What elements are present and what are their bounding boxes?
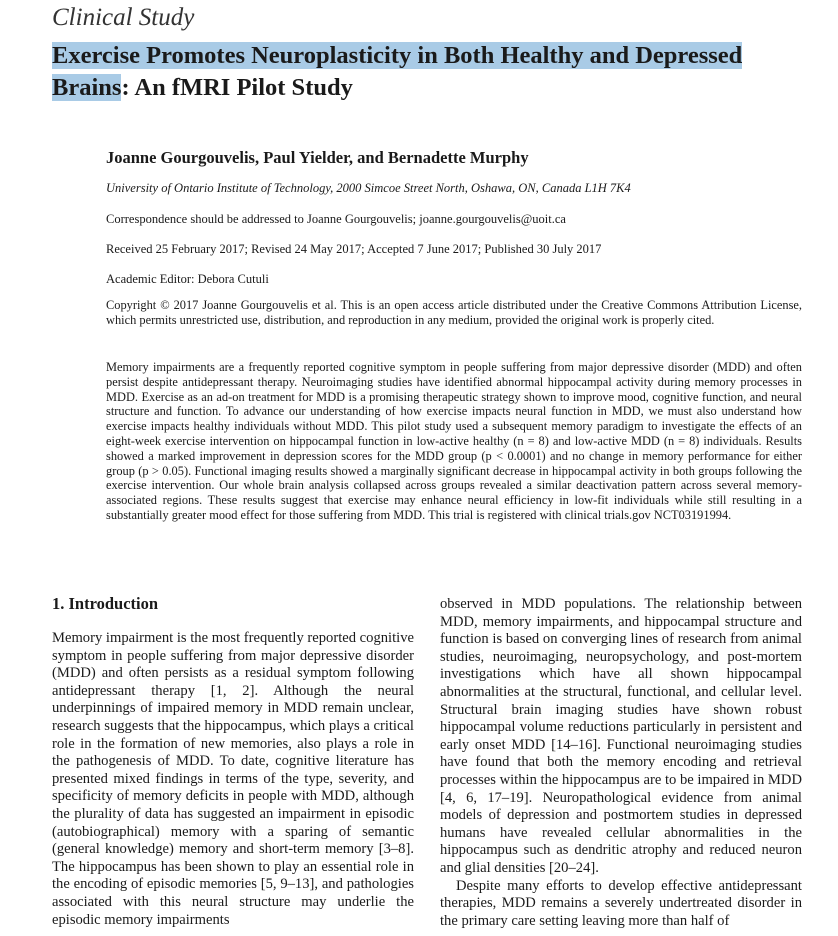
article-type-label: Clinical Study <box>52 4 195 31</box>
academic-editor-line: Academic Editor: Debora Cutuli <box>106 272 269 286</box>
intro-paragraph-1-continued: observed in MDD populations. The relationship between MDD, memory impairments, and hippocampal structure and function is based on converging lines of research from animal studies, neuroimaging, neuropsychology, and post-mortem investigations which have all shown hippocampal abnormalities at the structural, functional, and cellular level. Structural brain imaging studies have shown robust hippocampal volume reductions particularly in persistent and early onset MDD [14–16]. Functional neuroimaging studies have found that both the memory encoding and retrieval processes within the hippocampus are to be impaired in MDD [4, 6, 17–19]. Neuropathological evidence from animal models of depression and postmortem studies in depressed humans have revealed cellular abnormalities in the hippocampus such as dendritic atrophy and reduced neuron and glial densities [20–24]. <box>440 596 802 876</box>
title-rest-text[interactable]: : An fMRI Pilot Study <box>121 74 353 101</box>
title-selected-text-1[interactable]: Exercise Promotes Neuroplasticity in Both Healthy and Depressed <box>52 42 743 69</box>
body-column-left <box>52 630 414 929</box>
article-title[interactable] <box>52 40 812 104</box>
affiliation-line: University of Ontario Institute of Technology, 2000 Simcoe Street North, Oshawa, ON, Canada L1H 7K4 <box>106 181 631 195</box>
dates-line: Received 25 February 2017; Revised 24 May 2017; Accepted 7 June 2017; Published 30 July 2017 <box>106 242 602 256</box>
intro-paragraph-2: Despite many efforts to develop effective antidepressant therapies, MDD remains a severely undertreated disorder in the primary care setting leaving more than half of <box>440 877 802 929</box>
section-heading-introduction: 1. Introduction <box>52 594 159 613</box>
abstract-text: Memory impairments are a frequently reported cognitive symptom in people suffering from major depressive disorder (MDD) and often persist despite antidepressant therapy. Neuroimaging studies have identified abnormal hippocampal activity during memory processes in MDD. Exercise as an ad-on treatment for MDD is a promising therapeutic strategy shown to improve mood, cognitive function, and neural structure and function. To advance our understanding of how exercise impacts neural function in MDD, we must also understand how exercise impacts healthy individuals without MDD. This pilot study used a subsequent memory paradigm to investigate the effects of an eight-week exercise intervention on hippocampal function in low-active healthy (n = 8) and low-active MDD (n = 8) individuals. Results showed a marked improvement in depression scores for the MDD group (p < 0.0001) and no change in memory performance for either group (p > 0.05). Functional imaging results showed a marginally significant decrease in hippocampal activity in both groups following the exercise intervention. Our whole brain analysis collapsed across groups revealed a similar deactivation pattern across several memory-associated regions. These results suggest that exercise may enhance neural efficiency in low-fit individuals while still resulting in a substantially greater mood effect for those suffering from MDD. This trial is registered with clinical trials.gov NCT03191994. <box>106 360 802 522</box>
title-selected-text-2[interactable]: Brains <box>52 74 122 101</box>
intro-paragraph-1: Memory impairment is the most frequently reported cognitive symptom in people suffering from major depressive disorder (MDD) and often persists as a residual symptom following antidepressant therapy [1, 2]. Although the neural underpinnings of impaired memory in MDD remain unclear, research suggests that the hippocampus, which plays a critical role in the formation of new memories, also plays a role in the pathogenesis of MDD. To date, cognitive literature has presented mixed findings in terms of the type, severity, and specificity of memory deficits in people with MDD, although the plurality of data has suggested an impairment in episodic (autobiographical) memory with a sparing of semantic (general knowledge) memory and short-term memory [3–8]. The hippocampus has been shown to play an essential role in the encoding of episodic memories [5, 9–13], and pathologies associated with this neural structure may underlie the episodic memory impairments <box>52 630 414 928</box>
body-column-right <box>440 596 802 930</box>
correspondence-line: Correspondence should be addressed to Joanne Gourgouvelis; joanne.gourgouvelis@uoit.ca <box>106 212 566 226</box>
copyright-notice: Copyright © 2017 Joanne Gourgouvelis et al. This is an open access article distributed under the Creative Commons Attribution License, which permits unrestricted use, distribution, and reproduction in any medium, provided the original work is properly cited. <box>106 298 802 327</box>
authors-line: Joanne Gourgouvelis, Paul Yielder, and Bernadette Murphy <box>106 148 529 167</box>
